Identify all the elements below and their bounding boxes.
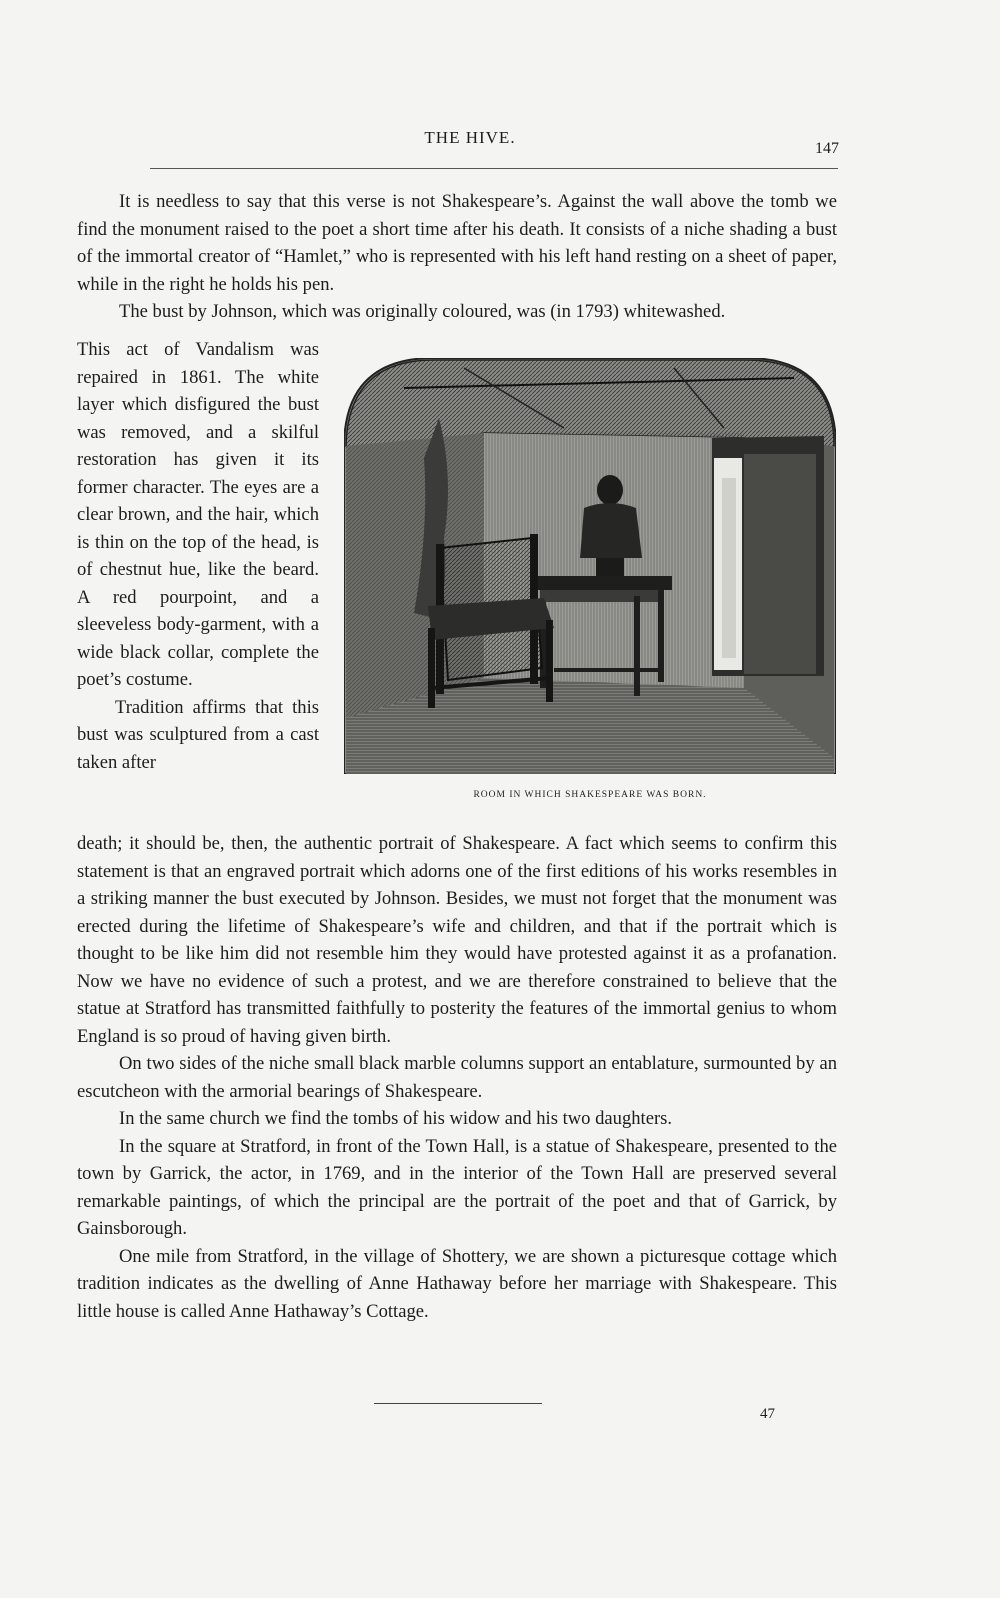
paragraph-vandalism: This act of Vandalism was repaired in 1861. The white layer which disfigured the bust was removed, and a skilful restoration has given it its former character. The eyes are a clear brown, and the hair, which is thin on the top of the head, is of chestnut hue, like the beard. A red pourpoint, and a sleeveless body-garment, with a wide black collar, complete the poet’s costume. [77,339,319,690]
engraving-illustration [344,358,836,774]
figure-caption: ROOM IN WHICH SHAKESPEARE WAS BORN. [473,790,707,800]
signature-mark: 47 [760,1406,775,1422]
header-rule [150,168,838,169]
paragraph-bust-opening: The bust by Johnson, which was originally coloured, was (in 1793) whitewashed. [119,301,726,322]
continuing-text-block [77,830,837,1325]
opening-text-block [77,188,837,326]
paragraph-tombs: In the same church we find the tombs of his widow and his two daughters. [119,1108,673,1129]
paragraph-tradition-end: death; it should be, then, the authentic portrait of Shakespeare. A fact which seems to confirm this statement is that an engraved portrait which adorns one of the first editions of his works resembles in a striking manner the bust executed by Johnson. Besides, we must not forget that the monument was erected during the lifetime of Shakespeare’s wife and children, and that if the portrait which is thought to be like him did not resemble him they would have protested against it as a profanation. Now we have no evidence of such a protest, and we are therefore constrained to believe that the statue at Stratford has transmitted faithfully to posterity the features of the immortal genius to whom England is so proud of having given birth. [77,833,837,1047]
engraving-birth-room [344,358,836,774]
running-title: THE HIVE. [424,128,516,147]
footer-rule [374,1403,542,1404]
paragraph-tradition-start: Tradition affirms that this bust was sculptured from a cast taken after [77,696,319,773]
paragraph-shottery: One mile from Stratford, in the village of Shottery, we are shown a picturesque cottage which tradition indicates as the dwelling of Anne Hathaway before her marriage with Shakespeare. This little house is called Anne Hathaway’s Cottage. [77,1245,837,1322]
page-number: 147 [815,140,839,157]
paragraph-monument: It is needless to say that this verse is not Shakespeare’s. Against the wall above the tomb we find the monument raised to the poet a short time after his death. It consists of a niche shading a bust of the immortal creator of “Hamlet,” who is represented with his left hand resting on a sheet of paper, while in the right he holds his pen. [77,191,837,295]
paragraph-niche: On two sides of the niche small black marble columns support an entablature, surmounted by an escutcheon with the armorial bearings of Shakespeare. [77,1053,837,1102]
wrapped-text-column [77,336,319,776]
paragraph-town-hall: In the square at Stratford, in front of the Town Hall, is a statue of Shakespeare, presented to the town by Garrick, the actor, in 1769, and in the interior of the Town Hall are preserved several remarkable paintings, of which the principal are the portrait of the poet and that of Garrick, by Gainsborough. [77,1135,837,1239]
